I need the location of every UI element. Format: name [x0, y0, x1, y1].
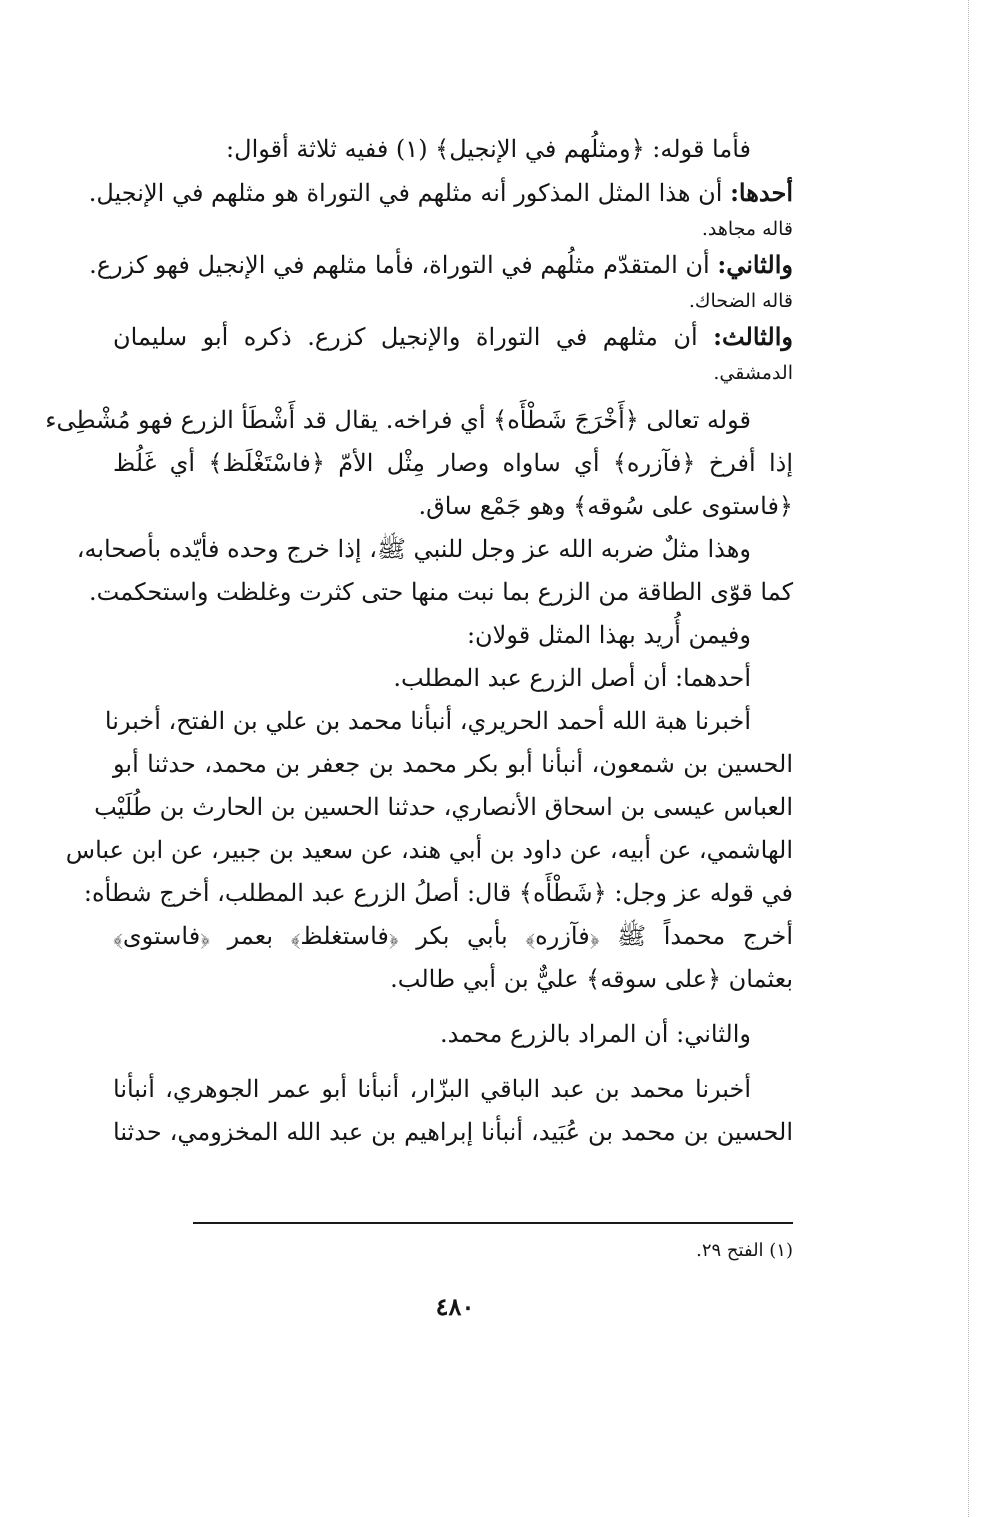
text-line: بعثمان ﴿على سوقه﴾ عليٌّ بن أبي طالب.: [390, 965, 793, 993]
text-line: الدمشقي.: [713, 362, 793, 384]
text-line: في قوله عز وجل: ﴿شَطْأَه﴾ قال: أصلُ الزرع عبد المطلب، أخرج شطأه:: [83, 879, 793, 907]
text-line: العباس عيسى بن اسحاق الأنصاري، حدثنا الحسين بن الحارث بن طُلَيْب: [94, 793, 793, 821]
footnote-separator: [193, 1222, 793, 1224]
text-line: والثاني: أن المراد بالزرع محمد.: [439, 1020, 751, 1048]
text-line: إذا أفرخ ﴿فآزره﴾ أي ساواه وصار مِثْل الأمّ ﴿فاسْتَغْلَظ﴾ أي غَلُظ: [113, 449, 793, 477]
text-line: وهذا مثلٌ ضربه الله عز وجل للنبي ﷺ، إذا خرج وحده فأيّده بأصحابه،: [76, 535, 751, 563]
page-number: ٤٨٠: [435, 1292, 475, 1321]
attribution-line: قاله مجاهد.: [701, 218, 793, 240]
text-line: كما قوّى الطاقة من الزرع بما نبت منها حتى كثرت وغلظت واستحكمت.: [89, 578, 793, 606]
heading-word: والثالث:: [713, 322, 793, 351]
text-line: أحدهما: أن أصل الزرع عبد المطلب.: [393, 664, 751, 692]
text-line: أخبرنا هبة الله أحمد الحريري، أنبأنا محمد بن علي بن الفتح، أخبرنا: [104, 707, 751, 735]
footnote: (١) الفتح ٢٩.: [696, 1240, 793, 1261]
text-line: قوله تعالى ﴿أَخْرَجَ شَطْأَه﴾ أي فراخه. يقال قد أَشْطَأ الزرع فهو مُشْطِىء: [45, 406, 751, 434]
text-line: الحسين بن شمعون، أنبأنا أبو بكر محمد بن جعفر بن محمد، حدثنا أبو: [113, 750, 793, 778]
text-line: والثالث: أن مثلهم في التوراة والإنجيل كزرع. ذكره أبو سليمان: [113, 322, 793, 351]
attribution-line: قاله الضحاك.: [688, 290, 793, 312]
heading-word: والثاني:: [717, 250, 793, 279]
text-line: وفيمن أُريد بهذا المثل قولان:: [466, 621, 751, 649]
text-line: ﴿فاستوى على سُوقه﴾ وهو جَمْع ساق.: [418, 492, 793, 520]
text-line: أخرج محمداً ﷺ ﴿فآزره﴾ بأبي بكر ﴿فاستغلظ﴾ بعمر ﴿فاستوى﴾: [113, 922, 793, 950]
heading-word: أحدها:: [730, 178, 793, 207]
text-line: أخبرنا محمد بن عبد الباقي البزّار، أنبأنا أبو عمر الجوهري، أنبأنا: [113, 1075, 751, 1103]
scan-edge-dotted-line: [968, 0, 969, 1517]
text-line: والثاني: أن المتقدّم مثلُهم في التوراة، فأما مثلهم في الإنجيل فهو كزرع.: [89, 250, 793, 279]
text-line: فأما قوله: ﴿ومثلُهم في الإنجيل﴾ (١) ففيه ثلاثة أقوال:: [226, 135, 751, 163]
page-body: [45, 128, 793, 1154]
text-line: أحدها: أن هذا المثل المذكور أنه مثلهم في التوراة هو مثلهم في الإنجيل.: [88, 178, 793, 207]
text-line: الهاشمي، عن أبيه، عن داود بن أبي هند، عن سعيد بن جبير، عن ابن عباس: [65, 836, 793, 864]
text-line: الحسين بن محمد بن عُبَيد، أنبأنا إبراهيم بن عبد الله المخزومي، حدثنا: [113, 1118, 793, 1146]
